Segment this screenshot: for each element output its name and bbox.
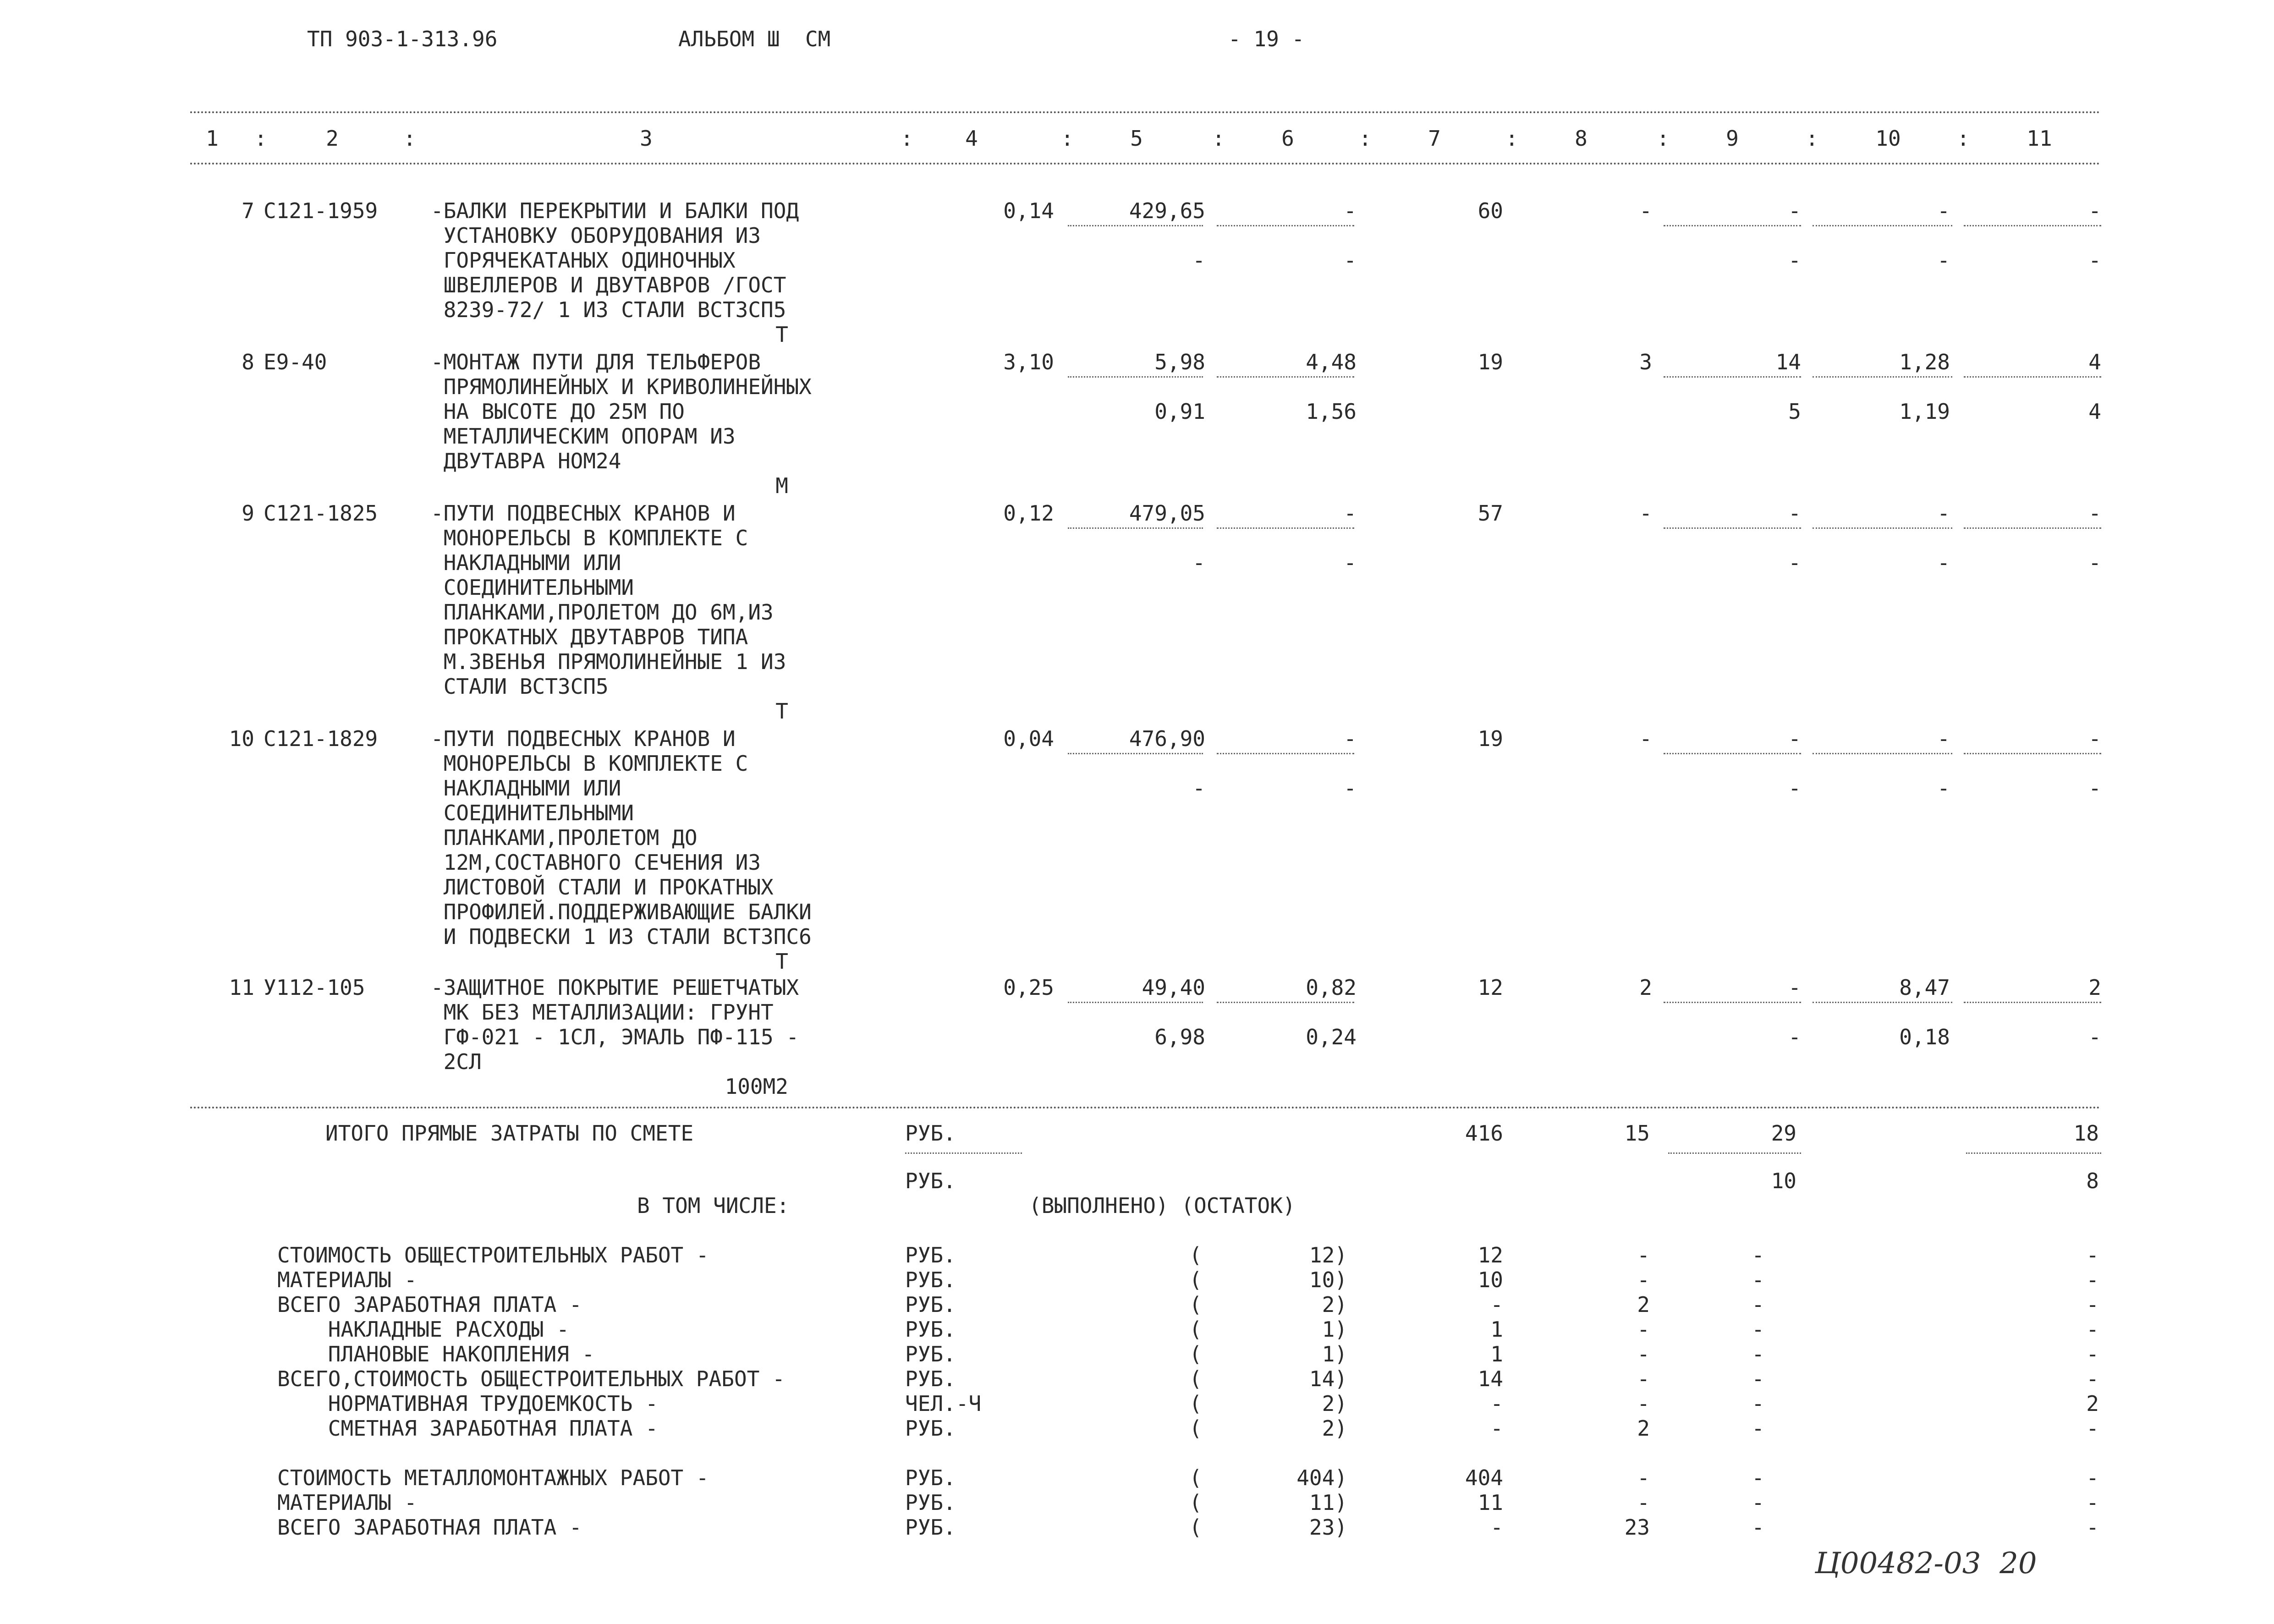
- column-separator: :: [254, 126, 267, 151]
- column-number-8: 8: [1575, 126, 1587, 151]
- row-c11: 2: [2088, 975, 2101, 1000]
- column-number-10: 10: [1875, 126, 1901, 151]
- breakdown-col9: -: [1752, 1416, 1764, 1441]
- totals-top-rule: [190, 1107, 2101, 1108]
- row-c9: -: [1788, 501, 1801, 526]
- breakdown-col11: -: [2086, 1490, 2099, 1515]
- handwritten-archive-number: Ц00482-03 20: [1815, 1547, 2037, 1580]
- breakdown-unit: РУБ.: [905, 1515, 956, 1540]
- column-number-2: 2: [326, 126, 339, 151]
- row-c10b: 0,18: [1899, 1025, 1950, 1049]
- breakdown-remainder: 1): [1322, 1317, 1347, 1342]
- breakdown-col11: -: [2086, 1366, 2099, 1391]
- row-description: -БАЛКИ ПЕРЕКРЫТИИ И БАЛКИ ПОД УСТАНОВКУ ОБОРУДОВАНИЯ ИЗ ГОРЯЧЕКАТАНЫХ ОДИНОЧНЫХ ШВЕЛЛЕРОВ И ДВУТАВРОВ /ГОСТ 8239-72/ 1 ИЗ СТАЛИ ВСТ3СП5: [431, 198, 799, 322]
- row-number: 11: [229, 975, 254, 1000]
- row-c10: -: [1937, 501, 1950, 526]
- column-separator: :: [901, 126, 913, 151]
- breakdown-col11: -: [2086, 1292, 2099, 1317]
- row-c10: -: [1937, 198, 1950, 223]
- row-unit: 100М2: [725, 1074, 788, 1099]
- totals-label: ИТОГО ПРЯМЫЕ ЗАТРАТЫ ПО СМЕТЕ: [325, 1121, 694, 1146]
- row-underline: [1964, 527, 2101, 529]
- row-underline: [1813, 1002, 1952, 1003]
- breakdown-remainder: 2): [1322, 1416, 1347, 1441]
- breakdown-unit: РУБ.: [905, 1267, 956, 1292]
- row-c6b: 1,56: [1306, 399, 1357, 424]
- row-underline: [1217, 753, 1354, 754]
- row-c11: -: [2088, 501, 2101, 526]
- breakdown-unit: РУБ.: [905, 1490, 956, 1515]
- breakdown-col8: -: [1637, 1243, 1650, 1267]
- row-c11: -: [2088, 198, 2101, 223]
- header-top-rule: [190, 111, 2101, 113]
- breakdown-col7: 1: [1490, 1317, 1503, 1342]
- breakdown-remainder: 11): [1309, 1490, 1347, 1515]
- breakdown-unit: РУБ.: [905, 1465, 956, 1490]
- row-c5b: -: [1192, 248, 1205, 273]
- breakdown-col9: -: [1752, 1465, 1764, 1490]
- breakdown-unit: РУБ.: [905, 1317, 956, 1342]
- row-underline: [1964, 376, 2101, 378]
- row-c9b: -: [1788, 550, 1801, 575]
- totals-unit-underline: [905, 1152, 1022, 1154]
- row-underline: [1664, 527, 1801, 529]
- column-number-5: 5: [1130, 126, 1143, 151]
- row-c6: 0,82: [1306, 975, 1357, 1000]
- breakdown-paren: (: [1189, 1416, 1202, 1441]
- row-c5b: -: [1192, 550, 1205, 575]
- row-c6b: 0,24: [1306, 1025, 1357, 1049]
- column-number-4: 4: [965, 126, 978, 151]
- row-c10: 8,47: [1899, 975, 1950, 1000]
- row-c10b: -: [1937, 776, 1950, 801]
- breakdown-unit: РУБ.: [905, 1416, 956, 1441]
- row-underline: [1964, 225, 2101, 226]
- row-unit: М: [775, 473, 788, 498]
- breakdown-label: МАТЕРИАЛЫ -: [277, 1267, 417, 1292]
- row-code: С121-1829: [264, 726, 378, 751]
- breakdown-remainder: 2): [1322, 1391, 1347, 1416]
- row-unit: Т: [775, 949, 788, 974]
- row-underline: [1068, 1002, 1203, 1003]
- row-underline: [1664, 225, 1801, 226]
- row-c6b: -: [1344, 248, 1357, 273]
- breakdown-col8: 23: [1624, 1515, 1650, 1540]
- column-separator: :: [403, 126, 416, 151]
- breakdown-paren: (: [1189, 1515, 1202, 1540]
- row-underline: [1068, 527, 1203, 529]
- row-underline: [1217, 225, 1354, 226]
- album-label: АЛЬБОМ Ш СМ: [678, 27, 831, 51]
- row-c7: 19: [1478, 350, 1503, 374]
- row-c11b: -: [2088, 1025, 2101, 1049]
- row-underline: [1068, 225, 1203, 226]
- column-separator: :: [1957, 126, 1970, 151]
- column-separator: :: [1657, 126, 1670, 151]
- row-number: 8: [242, 350, 254, 374]
- row-c5: 429,65: [1129, 198, 1205, 223]
- totals-col11-second: 8: [2086, 1169, 2099, 1193]
- row-underline: [1664, 376, 1801, 378]
- breakdown-col11: -: [2086, 1515, 2099, 1540]
- row-c7: 12: [1478, 975, 1503, 1000]
- row-c10b: -: [1937, 248, 1950, 273]
- breakdown-col9: -: [1752, 1292, 1764, 1317]
- breakdown-col9: -: [1752, 1366, 1764, 1391]
- breakdown-paren: (: [1189, 1267, 1202, 1292]
- breakdown-col11: -: [2086, 1317, 2099, 1342]
- row-underline: [1217, 1002, 1354, 1003]
- row-underline: [1813, 753, 1952, 754]
- breakdown-col7: 10: [1478, 1267, 1503, 1292]
- row-underline: [1964, 1002, 2101, 1003]
- breakdown-label: ВСЕГО ЗАРАБОТНАЯ ПЛАТА -: [277, 1292, 582, 1317]
- breakdown-col9: -: [1752, 1243, 1764, 1267]
- row-description: -ПУТИ ПОДВЕСНЫХ КРАНОВ И МОНОРЕЛЬСЫ В КОМПЛЕКТЕ С НАКЛАДНЫМИ ИЛИ СОЕДИНИТЕЛЬНЫМИ ПЛАНКАМИ,ПРОЛЕТОМ ДО 12М,СОСТАВНОГО СЕЧЕНИЯ ИЗ ЛИСТОВОЙ СТАЛИ И ПРОКАТНЫХ ПРОФИЛЕЙ.ПОДДЕРЖИВАЮЩИЕ БАЛКИ И ПОДВЕСКИ 1 ИЗ СТАЛИ ВСТ3ПС6: [431, 726, 812, 949]
- row-c9b: -: [1788, 776, 1801, 801]
- breakdown-label: СТОИМОСТЬ ОБЩЕСТРОИТЕЛЬНЫХ РАБОТ -: [277, 1243, 709, 1267]
- row-c11b: -: [2088, 248, 2101, 273]
- row-description: -ПУТИ ПОДВЕСНЫХ КРАНОВ И МОНОРЕЛЬСЫ В КОМПЛЕКТЕ С НАКЛАДНЫМИ ИЛИ СОЕДИНИТЕЛЬНЫМИ ПЛАНКАМИ,ПРОЛЕТОМ ДО 6М,ИЗ ПРОКАТНЫХ ДВУТАВРОВ ТИПА М.ЗВЕНЬЯ ПРЯМОЛИНЕЙНЫЕ 1 ИЗ СТАЛИ ВСТ3СП5: [431, 501, 786, 699]
- breakdown-label: ВСЕГО ЗАРАБОТНАЯ ПЛАТА -: [277, 1515, 582, 1540]
- row-underline: [1217, 527, 1354, 529]
- breakdown-col9: -: [1752, 1490, 1764, 1515]
- breakdown-col7: -: [1490, 1416, 1503, 1441]
- row-underline: [1217, 376, 1354, 378]
- row-underline: [1813, 225, 1952, 226]
- row-c8: -: [1639, 198, 1652, 223]
- breakdown-col9: -: [1752, 1267, 1764, 1292]
- breakdown-col7: -: [1490, 1515, 1503, 1540]
- breakdown-remainder: 14): [1309, 1366, 1347, 1391]
- row-c6b: -: [1344, 776, 1357, 801]
- breakdown-col9: -: [1752, 1515, 1764, 1540]
- breakdown-unit: ЧЕЛ.-Ч: [905, 1391, 982, 1416]
- breakdown-col11: -: [2086, 1465, 2099, 1490]
- column-separator: :: [1806, 126, 1818, 151]
- row-c6: 4,48: [1306, 350, 1357, 374]
- row-c5: 49,40: [1142, 975, 1205, 1000]
- row-c9: -: [1788, 198, 1801, 223]
- breakdown-label: НОРМАТИВНАЯ ТРУДОЕМКОСТЬ -: [277, 1391, 658, 1416]
- row-c5b: 0,91: [1154, 399, 1205, 424]
- totals-col11-underline: [1966, 1152, 2101, 1154]
- row-unit: Т: [775, 322, 788, 347]
- row-c9: 14: [1775, 350, 1801, 374]
- column-number-9: 9: [1726, 126, 1739, 151]
- row-c9b: 5: [1788, 399, 1801, 424]
- breakdown-unit: РУБ.: [905, 1292, 956, 1317]
- breakdown-col8: 2: [1637, 1292, 1650, 1317]
- breakdown-paren: (: [1189, 1243, 1202, 1267]
- breakdown-remainder: 12): [1309, 1243, 1347, 1267]
- totals-col9: 29: [1771, 1121, 1796, 1146]
- row-code: С121-1959: [264, 198, 378, 223]
- totals-col11: 18: [2073, 1121, 2099, 1146]
- breakdown-col7: 1: [1490, 1342, 1503, 1366]
- breakdown-col8: -: [1637, 1317, 1650, 1342]
- totals-col7: 416: [1465, 1121, 1503, 1146]
- row-c10: -: [1937, 726, 1950, 751]
- row-c9: -: [1788, 726, 1801, 751]
- breakdown-col8: 2: [1637, 1416, 1650, 1441]
- column-number-7: 7: [1428, 126, 1441, 151]
- row-c8: -: [1639, 501, 1652, 526]
- breakdown-col7: -: [1490, 1292, 1503, 1317]
- column-separator: :: [1505, 126, 1518, 151]
- breakdown-paren: (: [1189, 1292, 1202, 1317]
- row-code: У112-105: [264, 975, 365, 1000]
- column-number-3: 3: [640, 126, 653, 151]
- row-c5: 476,90: [1129, 726, 1205, 751]
- row-c9: -: [1788, 975, 1801, 1000]
- breakdown-remainder: 404): [1296, 1465, 1347, 1490]
- breakdown-label: НАКЛАДНЫЕ РАСХОДЫ -: [277, 1317, 569, 1342]
- breakdown-col11: -: [2086, 1267, 2099, 1292]
- breakdown-label: СМЕТНАЯ ЗАРАБОТНАЯ ПЛАТА -: [277, 1416, 658, 1441]
- row-c10: 1,28: [1899, 350, 1950, 374]
- row-c6: -: [1344, 726, 1357, 751]
- row-code: Е9-40: [264, 350, 327, 374]
- row-underline: [1813, 527, 1952, 529]
- breakdown-paren: (: [1189, 1490, 1202, 1515]
- row-underline: [1068, 753, 1203, 754]
- column-separator: :: [1212, 126, 1225, 151]
- breakdown-unit: РУБ.: [905, 1342, 956, 1366]
- row-c6: -: [1344, 198, 1357, 223]
- row-c11b: -: [2088, 776, 2101, 801]
- totals-unit-second: РУБ.: [905, 1169, 956, 1193]
- row-c4: 3,10: [1003, 350, 1054, 374]
- row-c5b: -: [1192, 776, 1205, 801]
- row-c7: 60: [1478, 198, 1503, 223]
- header-bottom-rule: [190, 163, 2101, 165]
- row-number: 7: [242, 198, 254, 223]
- row-c8: 2: [1639, 975, 1652, 1000]
- breakdown-label: МАТЕРИАЛЫ -: [277, 1490, 417, 1515]
- breakdown-paren: (: [1189, 1366, 1202, 1391]
- breakdown-unit: РУБ.: [905, 1366, 956, 1391]
- row-description: -ЗАЩИТНОЕ ПОКРЫТИЕ РЕШЕТЧАТЫХ МК БЕЗ МЕТАЛЛИЗАЦИИ: ГРУНТ ГФ-021 - 1СЛ, ЭМАЛЬ ПФ-115 - 2СЛ: [431, 975, 799, 1074]
- breakdown-paren: (: [1189, 1317, 1202, 1342]
- row-c9b: -: [1788, 1025, 1801, 1049]
- row-c11b: 4: [2088, 399, 2101, 424]
- including-label: В ТОМ ЧИСЛЕ:: [637, 1193, 790, 1218]
- row-c4: 0,12: [1003, 501, 1054, 526]
- column-number-11: 11: [2027, 126, 2052, 151]
- row-c5: 5,98: [1154, 350, 1205, 374]
- row-code: С121-1825: [264, 501, 378, 526]
- breakdown-col8: -: [1637, 1465, 1650, 1490]
- row-unit: Т: [775, 699, 788, 724]
- breakdown-label: СТОИМОСТЬ МЕТАЛЛОМОНТАЖНЫХ РАБОТ -: [277, 1465, 709, 1490]
- row-c4: 0,04: [1003, 726, 1054, 751]
- column-number-1: 1: [206, 126, 219, 151]
- row-c4: 0,25: [1003, 975, 1054, 1000]
- breakdown-col7: 14: [1478, 1366, 1503, 1391]
- row-description: -МОНТАЖ ПУТИ ДЛЯ ТЕЛЬФЕРОВ ПРЯМОЛИНЕЙНЫХ И КРИВОЛИНЕЙНЫХ НА ВЫСОТЕ ДО 25М ПО МЕТАЛЛИЧЕСКИМ ОПОРАМ ИЗ ДВУТАВРА НОМ24: [431, 350, 812, 473]
- breakdown-paren: (: [1189, 1391, 1202, 1416]
- row-underline: [1964, 753, 2101, 754]
- row-c11: 4: [2088, 350, 2101, 374]
- breakdown-col7: 404: [1465, 1465, 1503, 1490]
- breakdown-col8: -: [1637, 1267, 1650, 1292]
- document-code: ТП 903-1-313.96: [307, 27, 498, 51]
- breakdown-col7: -: [1490, 1391, 1503, 1416]
- breakdown-paren: (: [1189, 1465, 1202, 1490]
- row-c9b: -: [1788, 248, 1801, 273]
- breakdown-paren: (: [1189, 1342, 1202, 1366]
- row-underline: [1664, 1002, 1801, 1003]
- row-c10b: 1,19: [1899, 399, 1950, 424]
- breakdown-col11: -: [2086, 1342, 2099, 1366]
- column-separator: :: [1359, 126, 1372, 151]
- breakdown-remainder: 10): [1309, 1267, 1347, 1292]
- breakdown-col8: -: [1637, 1391, 1650, 1416]
- row-c8: -: [1639, 726, 1652, 751]
- column-separator: :: [1061, 126, 1074, 151]
- row-c7: 19: [1478, 726, 1503, 751]
- breakdown-remainder: 2): [1322, 1292, 1347, 1317]
- breakdown-unit: РУБ.: [905, 1243, 956, 1267]
- row-underline: [1813, 376, 1952, 378]
- breakdown-col7: 12: [1478, 1243, 1503, 1267]
- breakdown-col9: -: [1752, 1342, 1764, 1366]
- row-c4: 0,14: [1003, 198, 1054, 223]
- breakdown-col11: -: [2086, 1243, 2099, 1267]
- row-number: 9: [242, 501, 254, 526]
- breakdown-remainder: 1): [1322, 1342, 1347, 1366]
- totals-col9-second: 10: [1771, 1169, 1796, 1193]
- row-c6b: -: [1344, 550, 1357, 575]
- column-number-6: 6: [1281, 126, 1294, 151]
- totals-unit: РУБ.: [905, 1121, 956, 1146]
- row-underline: [1664, 753, 1801, 754]
- done-remainder-label: (ВЫПОЛНЕНО) (ОСТАТОК): [1029, 1193, 1296, 1218]
- row-c6: -: [1344, 501, 1357, 526]
- row-number: 10: [229, 726, 254, 751]
- row-c11b: -: [2088, 550, 2101, 575]
- row-c10b: -: [1937, 550, 1950, 575]
- breakdown-col7: 11: [1478, 1490, 1503, 1515]
- breakdown-col11: 2: [2086, 1391, 2099, 1416]
- row-c8: 3: [1639, 350, 1652, 374]
- totals-col9-underline: [1668, 1152, 1801, 1154]
- breakdown-col8: -: [1637, 1366, 1650, 1391]
- breakdown-label: ПЛАНОВЫЕ НАКОПЛЕНИЯ -: [277, 1342, 595, 1366]
- row-c5b: 6,98: [1154, 1025, 1205, 1049]
- row-c7: 57: [1478, 501, 1503, 526]
- breakdown-col11: -: [2086, 1416, 2099, 1441]
- breakdown-col8: -: [1637, 1490, 1650, 1515]
- breakdown-col9: -: [1752, 1391, 1764, 1416]
- totals-col8: 15: [1624, 1121, 1650, 1146]
- row-c11: -: [2088, 726, 2101, 751]
- row-c5: 479,05: [1129, 501, 1205, 526]
- breakdown-label: ВСЕГО,СТОИМОСТЬ ОБЩЕСТРОИТЕЛЬНЫХ РАБОТ -: [277, 1366, 785, 1391]
- breakdown-col8: -: [1637, 1342, 1650, 1366]
- breakdown-remainder: 23): [1309, 1515, 1347, 1540]
- page-number: - 19 -: [1228, 27, 1305, 51]
- row-underline: [1068, 376, 1203, 378]
- breakdown-col9: -: [1752, 1317, 1764, 1342]
